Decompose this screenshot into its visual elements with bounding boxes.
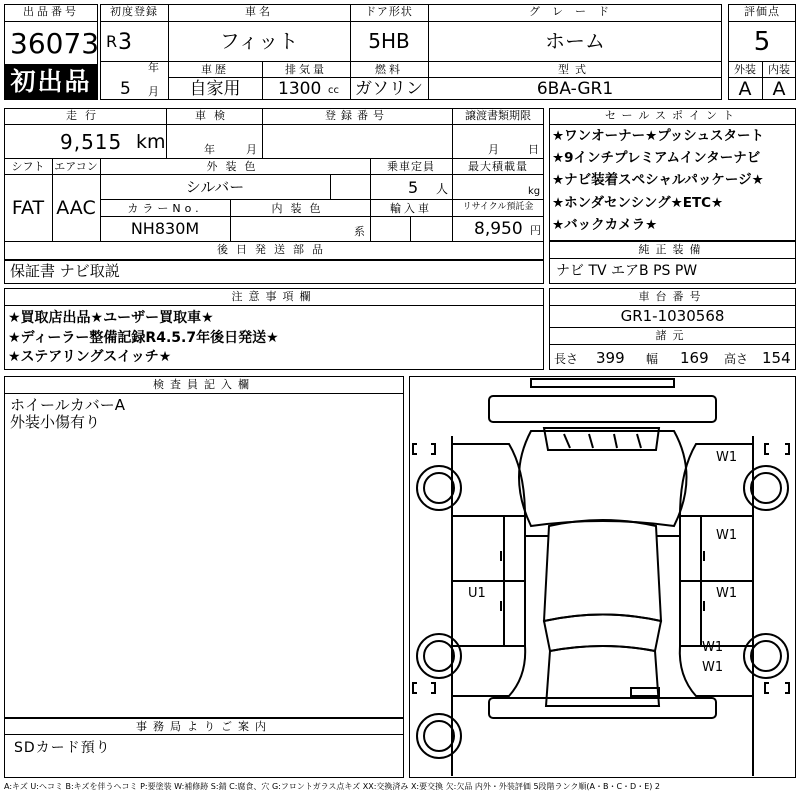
car-name-label: 車名 bbox=[245, 5, 273, 18]
reg-number-label: 登録番号 bbox=[325, 109, 389, 122]
transfer-deadline-label: 譲渡書類期限 bbox=[465, 109, 531, 122]
capacity-label: 乗車定員 bbox=[387, 160, 435, 173]
mileage-unit: km bbox=[136, 131, 166, 153]
exterior-rating-label: 外装 bbox=[734, 63, 756, 76]
width: 169 bbox=[680, 349, 709, 367]
damage-mark: U1 bbox=[468, 586, 486, 601]
capacity-value: 5 bbox=[408, 178, 419, 197]
recycle-fee: 8,950 bbox=[474, 219, 523, 239]
inspection-label: 車検 bbox=[195, 109, 233, 122]
height: 154 bbox=[762, 349, 791, 367]
note-line: ★買取店出品★ユーザー買取車★ bbox=[8, 310, 214, 326]
equipment: ナビ TV エアB PS PW bbox=[556, 263, 698, 279]
fuel-label: 燃料 bbox=[375, 63, 403, 76]
length-label: 長さ bbox=[554, 352, 579, 366]
top-bumper bbox=[531, 379, 674, 387]
sales-point-line: ★ホンダセンシング★ETC★ bbox=[552, 195, 724, 211]
damage-mark: W1 bbox=[702, 660, 724, 675]
sales-point-line: ★ナビ装着スペシャルパッケージ★ bbox=[552, 172, 764, 188]
color-no-label: カラーNo. bbox=[127, 202, 203, 215]
car-name: フィット bbox=[219, 29, 299, 53]
max-load-unit: kg bbox=[528, 186, 541, 197]
office-note: SDカード預り bbox=[14, 740, 111, 756]
chassis-number: GR1-1030568 bbox=[620, 307, 725, 325]
rating-label: 評価点 bbox=[744, 5, 780, 18]
width-label: 幅 bbox=[646, 352, 659, 366]
interior-rating-label: 内装 bbox=[768, 63, 790, 76]
sales-point-line: ★ワンオーナー★プッシュスタート bbox=[552, 128, 764, 144]
transfer-day-unit: 日 bbox=[528, 143, 539, 156]
first-reg-era: R bbox=[106, 32, 118, 51]
first-reg-month: 5 bbox=[120, 79, 131, 99]
shift-value: FAT bbox=[11, 197, 45, 219]
displacement-unit: cc bbox=[328, 85, 339, 96]
roof bbox=[544, 520, 661, 621]
recycle-label: リサイクル預託金 bbox=[462, 202, 534, 212]
inspection-year-unit: 年 bbox=[204, 143, 215, 156]
equipment-label: 純正装備 bbox=[638, 243, 707, 256]
rear-bumper bbox=[489, 698, 716, 718]
damage-mark: W1 bbox=[716, 586, 738, 601]
color-no: NH830M bbox=[130, 219, 200, 238]
import-label: 輸入車 bbox=[390, 202, 432, 215]
mileage-label: 走行 bbox=[66, 109, 104, 122]
interior-color-suffix: 系 bbox=[354, 225, 365, 238]
inspector-line: ホイールカバーA bbox=[10, 396, 125, 414]
lot-number: 36073 bbox=[10, 27, 100, 60]
interior-color-label: 内装色 bbox=[271, 202, 329, 215]
rear-plate bbox=[631, 688, 659, 696]
interior-rating: A bbox=[772, 78, 786, 100]
door-type-label: ドア形状 bbox=[365, 5, 413, 18]
first-reg-label: 初度登録 bbox=[110, 5, 158, 18]
exterior-color: シルバー bbox=[185, 178, 245, 196]
later-parts-label: 後日発送部品 bbox=[217, 243, 331, 256]
door-type: 5HB bbox=[368, 29, 410, 53]
front-bumper bbox=[489, 396, 716, 422]
recycle-unit: 円 bbox=[530, 224, 541, 237]
rating-score: 5 bbox=[753, 27, 771, 57]
transfer-month-unit: 月 bbox=[488, 143, 499, 156]
mileage-value: 9,515 bbox=[60, 130, 123, 154]
exterior-rating: A bbox=[738, 78, 752, 100]
inspector-line: 外装小傷有り bbox=[10, 413, 101, 431]
exterior-color-label: 外装色 bbox=[206, 160, 264, 173]
length: 399 bbox=[596, 349, 625, 367]
grade-label: グレード bbox=[529, 5, 621, 18]
displacement: 1300 bbox=[278, 79, 322, 99]
first-reg-month-unit: 月 bbox=[148, 85, 159, 98]
first-reg-year-unit: 年 bbox=[148, 61, 159, 74]
first-listing-badge: 初出品 bbox=[5, 65, 97, 99]
fuel: ガソリン bbox=[355, 79, 423, 99]
grade: ホーム bbox=[545, 29, 605, 53]
sales-point-line: ★バックカメラ★ bbox=[552, 217, 658, 233]
inspector-label: 検査員記入欄 bbox=[153, 378, 255, 391]
model-type: 6BA-GR1 bbox=[536, 79, 614, 99]
shift-label: シフト bbox=[11, 160, 45, 173]
capacity-unit: 人 bbox=[436, 182, 449, 196]
model-type-label: 型式 bbox=[558, 63, 592, 76]
legend: A:キズ U:ヘコミ B:キズを伴うヘコミ P:要塗装 W:補修跡 S:錆 C:腐食、穴 G:フロントガラス点キズ XX:交換済み X:要交換 欠:欠品 内外・外装評価 5段階ランク順(A・B・C・D・E) 2 bbox=[4, 782, 661, 791]
later-parts: 保証書 ナビ取説 bbox=[10, 262, 120, 280]
damage-mark: W1 bbox=[716, 450, 738, 465]
note-line: ★ディーラー整備記録R4.5.7年後日発送★ bbox=[8, 330, 279, 346]
sales-point-line: ★9インチプレミアムインターナビ bbox=[552, 150, 761, 166]
inspection-month-unit: 月 bbox=[246, 143, 257, 156]
bonnet-panel bbox=[519, 431, 687, 526]
damage-mark: W1 bbox=[716, 528, 738, 543]
notes-label: 注意事項欄 bbox=[231, 290, 317, 303]
height-label: 高さ bbox=[724, 352, 749, 366]
lot-number-label: 出品番号 bbox=[23, 5, 79, 18]
chassis-label: 車台番号 bbox=[638, 290, 707, 303]
damage-mark: W1 bbox=[702, 640, 724, 655]
history-label: 車歴 bbox=[201, 63, 229, 76]
displacement-label: 排気量 bbox=[285, 63, 327, 76]
aircon-label: エアコン bbox=[54, 160, 98, 173]
history: 自家用 bbox=[189, 79, 241, 99]
note-line: ★ステアリングスイッチ★ bbox=[8, 349, 172, 365]
car-damage-diagram bbox=[409, 376, 796, 778]
sales-points-label: セールスポイント bbox=[604, 109, 740, 122]
office-label: 事務局よりご案内 bbox=[136, 720, 272, 733]
max-load-label: 最大積載量 bbox=[468, 160, 528, 173]
aircon-value: AAC bbox=[56, 197, 96, 219]
dimensions-label: 諸元 bbox=[655, 329, 690, 342]
first-reg-year: 3 bbox=[118, 30, 132, 55]
